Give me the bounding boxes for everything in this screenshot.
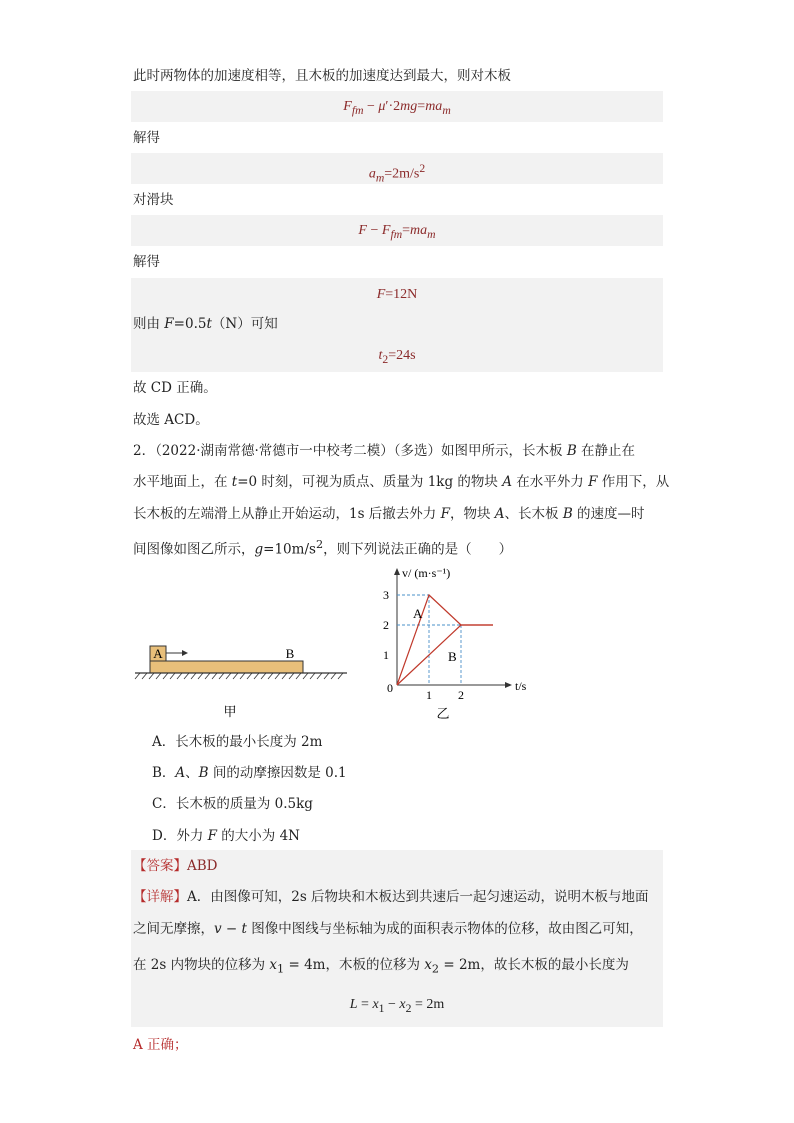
hatch-mark [135,673,140,679]
answer-line [133,856,218,876]
option-d: D．外力 F 的大小为 4N [152,828,300,844]
y-tick-label: 3 [383,588,389,602]
equation-3: $F - F_{fm}=ma_m$ [358,223,436,241]
ground-hatch [135,673,343,679]
intro-line: 此时两物体的加速度相等，且木板的加速度达到最大，则对木板 [133,68,511,84]
hatch-mark [324,673,329,679]
hatch-mark [331,673,336,679]
board-b-label: B [285,646,295,661]
detail-label: 【详解】 [133,889,187,905]
hatch-mark [247,673,252,679]
option-c: C．长木板的质量为 0.5kg [152,796,313,812]
solve-label-2: 解得 [133,254,160,270]
hatch-mark [191,673,196,679]
hatch-mark [240,673,245,679]
option-b: B．A、B 间的动摩擦因数是 0.1 [152,765,347,781]
detail-line-2: 之间无摩擦，v − t 图像中图线与坐标轴为成的面积表示物体的位移，故由图乙可知， [133,921,643,937]
a-correct: A 正确； [133,1037,188,1053]
hatch-mark [317,673,322,679]
figure-yi-caption: 乙 [436,706,450,721]
cd-correct: 故 CD 正确。 [133,380,217,396]
hatch-mark [226,673,231,679]
option-a: A．长木板的最小长度为 2m [152,734,323,750]
equation-1: $F_{fm} - \mu'\cdot 2mg=ma_m$ [343,99,451,117]
detail-line-1 [133,887,649,907]
question-number: 2． [133,443,156,459]
board-b [150,661,303,673]
hatch-mark [261,673,266,679]
equation-l: $L = x_1 - x_2 = 2m$ [349,997,445,1015]
question-line-4: 间图像如图乙所示，$g=10m/s^2$，则下列说法正确的是（ ） [133,538,513,558]
figure-jia [130,640,360,725]
hatch-mark [296,673,301,679]
x-tick-labels [426,688,464,702]
guide-lines [397,595,461,685]
answer-value: ABD [187,858,218,874]
equation-2: $a_m=2m/s^2$ [368,162,426,185]
question-line-3: 长木板的左端滑上从静止开始运动，1s 后撤去外力 F，物块 A、长木板 B 的速度—时 [133,506,645,522]
equation-5: $t_2=24s$ [378,348,416,366]
hatch-mark [275,673,280,679]
y-tick-labels [383,588,389,662]
x-tick-label: 1 [426,688,432,702]
y-axis-label: v/ (m·s⁻¹) [402,566,451,580]
curve-b-label: B [448,649,457,664]
choose-acd: 故选 ACD。 [133,412,209,428]
question-line-1: 2．（2022·湖南常德·常德市一中校考二模）（多选）如图甲所示，长木板 B 在静止在 [133,443,636,459]
hatch-mark [156,673,161,679]
series-lines [397,595,493,685]
series-b-line [397,625,493,685]
x-axis-arrow [505,682,512,688]
curve-a-label: A [413,606,423,621]
y-axis-arrow [394,568,400,575]
hatch-mark [338,673,343,679]
hatch-mark [177,673,182,679]
figure-yi-chart [350,562,550,722]
block-a-label: A [153,646,163,661]
equation-4: F=12N [376,287,418,302]
slider-label: 对滑块 [133,192,174,208]
hatch-mark [254,673,259,679]
hatch-mark [149,673,154,679]
hatch-mark [198,673,203,679]
hatch-mark [163,673,168,679]
origin-label: 0 [387,681,393,695]
y-tick-label: 2 [383,618,389,632]
hatch-mark [170,673,175,679]
then-line: 则由 F=0.5t（N）可知 [133,316,278,332]
question-line-2: 水平地面上，在 t=0 时刻，可视为质点、质量为 1kg 的物块 A 在水平外力 F 作用下，从 [133,474,670,490]
solve-label-1: 解得 [133,130,160,146]
y-tick-label: 1 [383,648,389,662]
x-tick-label: 2 [458,688,464,702]
hatch-mark [303,673,308,679]
hatch-mark [142,673,147,679]
hatch-mark [233,673,238,679]
hatch-mark [268,673,273,679]
detail-text-1: A．由图像可知，2s 后物块和木板达到共速后一起匀速运动，说明木板与地面 [187,889,649,905]
hatch-mark [184,673,189,679]
hatch-mark [219,673,224,679]
hatch-mark [310,673,315,679]
detail-line-3: 在 2s 内物块的位移为 $x_1 = 4m$，木板的位移为 $x_2 = 2m$，故长木板的最小长度为 [133,957,629,976]
force-arrow-head [182,650,188,656]
hatch-mark [205,673,210,679]
hatch-mark [289,673,294,679]
figure-jia-caption: 甲 [223,704,237,719]
hatch-mark [282,673,287,679]
x-axis-label: t/s [515,679,527,693]
hatch-mark [212,673,217,679]
answer-label: 【答案】 [133,858,187,874]
question-source: （2022·湖南常德·常德市一中校考二模）（多选） [155,443,442,459]
